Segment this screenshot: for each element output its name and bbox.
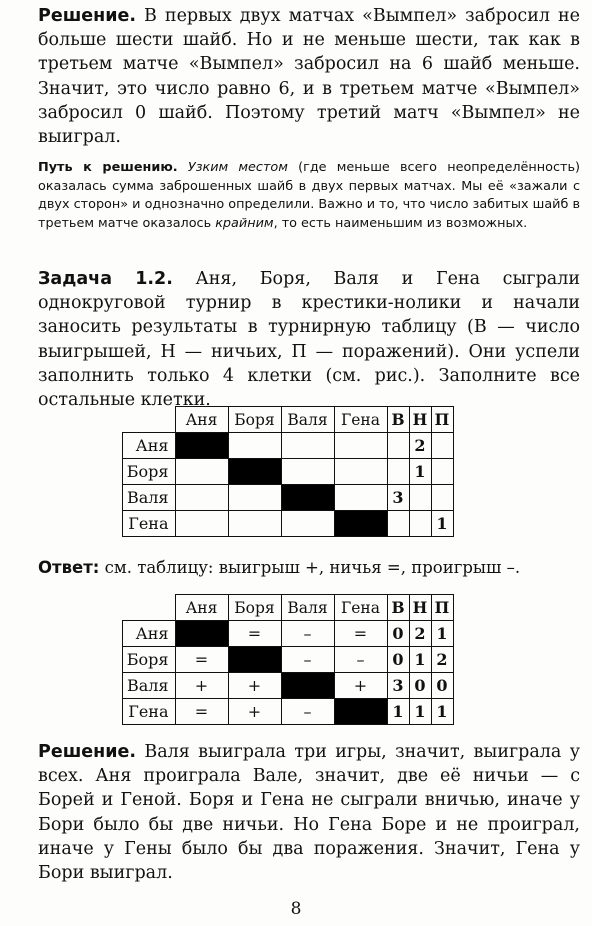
- table-cell: [387, 433, 409, 459]
- table-cell: +: [334, 673, 387, 699]
- table-row: [123, 699, 454, 725]
- task-paragraph: [38, 267, 580, 412]
- table-cell: =: [228, 621, 281, 647]
- table-row: [123, 485, 454, 511]
- table-cell: 0: [431, 673, 453, 699]
- table-column-header: Гена: [334, 407, 387, 433]
- table-diagonal-cell: [228, 459, 281, 485]
- table-cell: [431, 485, 453, 511]
- hint-text-4: , то есть наименьшим из возможных.: [273, 215, 528, 231]
- table-row-header: Аня: [123, 621, 176, 647]
- table-row-header: Гена: [123, 511, 176, 537]
- table-cell: +: [175, 673, 228, 699]
- table-diagonal-cell: [228, 647, 281, 673]
- table-cell: [334, 433, 387, 459]
- table-row-header: Аня: [123, 433, 176, 459]
- table-cell: +: [228, 699, 281, 725]
- solution-text-2: Валя выиграла три игры, значит, выиграла у всех. Аня проиграла Вале, значит, две её ничьи — с Борей и Геной. Боря и Гена не сыграли вничью, иначе у Бори было бы две ничьи. Но Гена Боре и не проиграл, иначе у Гены было бы два поражения. Значит, Гена у Бори выиграл.: [38, 742, 580, 884]
- table-corner-cell: [123, 407, 176, 433]
- solution-text-1: В первых двух матчах «Вымпел» забросил не больше шести шайб. Но и не меньше шести, так как в третьем матче «Вымпел» забросил на 6 шайб меньше. Значит, это число равно 6, и в третьем матче «Вымпел» забросил 0 шайб. Поэтому третий матч «Вымпел» не выиграл.: [38, 6, 580, 148]
- table-cell: 1: [431, 699, 453, 725]
- table-cell: [281, 511, 334, 537]
- table-cell: [431, 459, 453, 485]
- table-row: [123, 673, 454, 699]
- table-cell: [387, 511, 409, 537]
- tournament-table-initial: [122, 406, 454, 537]
- hint-paragraph: [38, 159, 580, 233]
- table-column-header: Н: [409, 595, 431, 621]
- solution-label-2: Решение.: [38, 742, 137, 762]
- table-column-header: П: [431, 595, 453, 621]
- table-cell: 0: [387, 621, 409, 647]
- table-cell: [431, 433, 453, 459]
- table-row-header: Валя: [123, 673, 176, 699]
- table-row-header: Боря: [123, 647, 176, 673]
- table-diagonal-cell: [281, 485, 334, 511]
- table-cell: [281, 433, 334, 459]
- table-cell: 2: [431, 647, 453, 673]
- table-cell: 1: [409, 699, 431, 725]
- table-cell: 1: [387, 699, 409, 725]
- table-cell: 1: [431, 511, 453, 537]
- table-column-header: Валя: [281, 595, 334, 621]
- task-text: Аня, Боря, Валя и Гена сыграли однокруговой турнир в крестики-нолики и начали заносить результаты в турнирную таблицу (В — число выигрышей, Н — ничьих, П — поражений). Они успели заполнить только 4 клетки (см. рис.). Заполните все остальные клетки.: [38, 269, 581, 411]
- table-diagonal-cell: [281, 673, 334, 699]
- hint-italic-1: Узким местом: [187, 160, 288, 175]
- table-corner-cell: [123, 595, 176, 621]
- table-diagonal-cell: [334, 699, 387, 725]
- table-row: [123, 433, 454, 459]
- table-cell: [387, 459, 409, 485]
- table-cell: =: [175, 647, 228, 673]
- table-cell: 0: [387, 647, 409, 673]
- solution-label-1: Решение.: [38, 6, 137, 26]
- table-cell: =: [175, 699, 228, 725]
- answer-paragraph: [38, 556, 580, 580]
- table-cell: 2: [409, 621, 431, 647]
- table-header-row: [123, 407, 454, 433]
- table-row: [123, 459, 454, 485]
- table-column-header: Боря: [228, 595, 281, 621]
- table-column-header: Аня: [175, 407, 228, 433]
- table-cell: –: [281, 621, 334, 647]
- solution-paragraph-1: [38, 4, 580, 149]
- table-cell: –: [281, 647, 334, 673]
- table-cell: [334, 459, 387, 485]
- hint-label: Путь к решению.: [38, 160, 178, 175]
- table-cell: [228, 433, 281, 459]
- table-cell: 3: [387, 485, 409, 511]
- table-cell: [228, 511, 281, 537]
- table-cell: =: [334, 621, 387, 647]
- table-diagonal-cell: [334, 511, 387, 537]
- table-cell: [334, 485, 387, 511]
- tournament-table-answer: [122, 594, 454, 725]
- table-header-row: [123, 595, 454, 621]
- table-column-header: Боря: [228, 407, 281, 433]
- table-row: [123, 621, 454, 647]
- table-column-header: Гена: [334, 595, 387, 621]
- table-column-header: В: [387, 595, 409, 621]
- table-cell: 2: [409, 433, 431, 459]
- table-cell: 1: [409, 459, 431, 485]
- table-cell: [228, 485, 281, 511]
- table-cell: 1: [431, 621, 453, 647]
- table-column-header: П: [431, 407, 453, 433]
- table-cell: 0: [409, 673, 431, 699]
- table-row-header: Боря: [123, 459, 176, 485]
- table-row-header: Гена: [123, 699, 176, 725]
- table-row-header: Валя: [123, 485, 176, 511]
- table-cell: 3: [387, 673, 409, 699]
- table-diagonal-cell: [175, 433, 228, 459]
- table-cell: +: [228, 673, 281, 699]
- table-column-header: Валя: [281, 407, 334, 433]
- table-cell: [409, 485, 431, 511]
- solution-paragraph-2: [38, 740, 580, 885]
- task-label: Задача 1.2.: [38, 269, 173, 289]
- answer-text: см. таблицу: выигрыш +, ничья =, проигрыш –.: [99, 558, 521, 577]
- table-cell: 1: [409, 647, 431, 673]
- table-column-header: В: [387, 407, 409, 433]
- page-number: 8: [290, 899, 302, 919]
- table-cell: –: [334, 647, 387, 673]
- table-cell: [175, 511, 228, 537]
- table-row: [123, 511, 454, 537]
- table-cell: [175, 485, 228, 511]
- table-row: [123, 647, 454, 673]
- table-diagonal-cell: [175, 621, 228, 647]
- hint-text-2: (где меньше всего неопределённость) оказалась сумма заброшенных шайб в двух первых матчах. Мы её «зажали с двух сторон» и однозначно определили. Важно и то, что число забитых шайб в третьем матче оказалось: [38, 160, 580, 231]
- hint-italic-2: крайним: [215, 215, 274, 231]
- table-cell: [281, 459, 334, 485]
- table-cell: [409, 511, 431, 537]
- table-cell: [175, 459, 228, 485]
- table-column-header: Аня: [175, 595, 228, 621]
- table-cell: –: [281, 699, 334, 725]
- answer-label: Ответ:: [38, 558, 100, 577]
- table-column-header: Н: [409, 407, 431, 433]
